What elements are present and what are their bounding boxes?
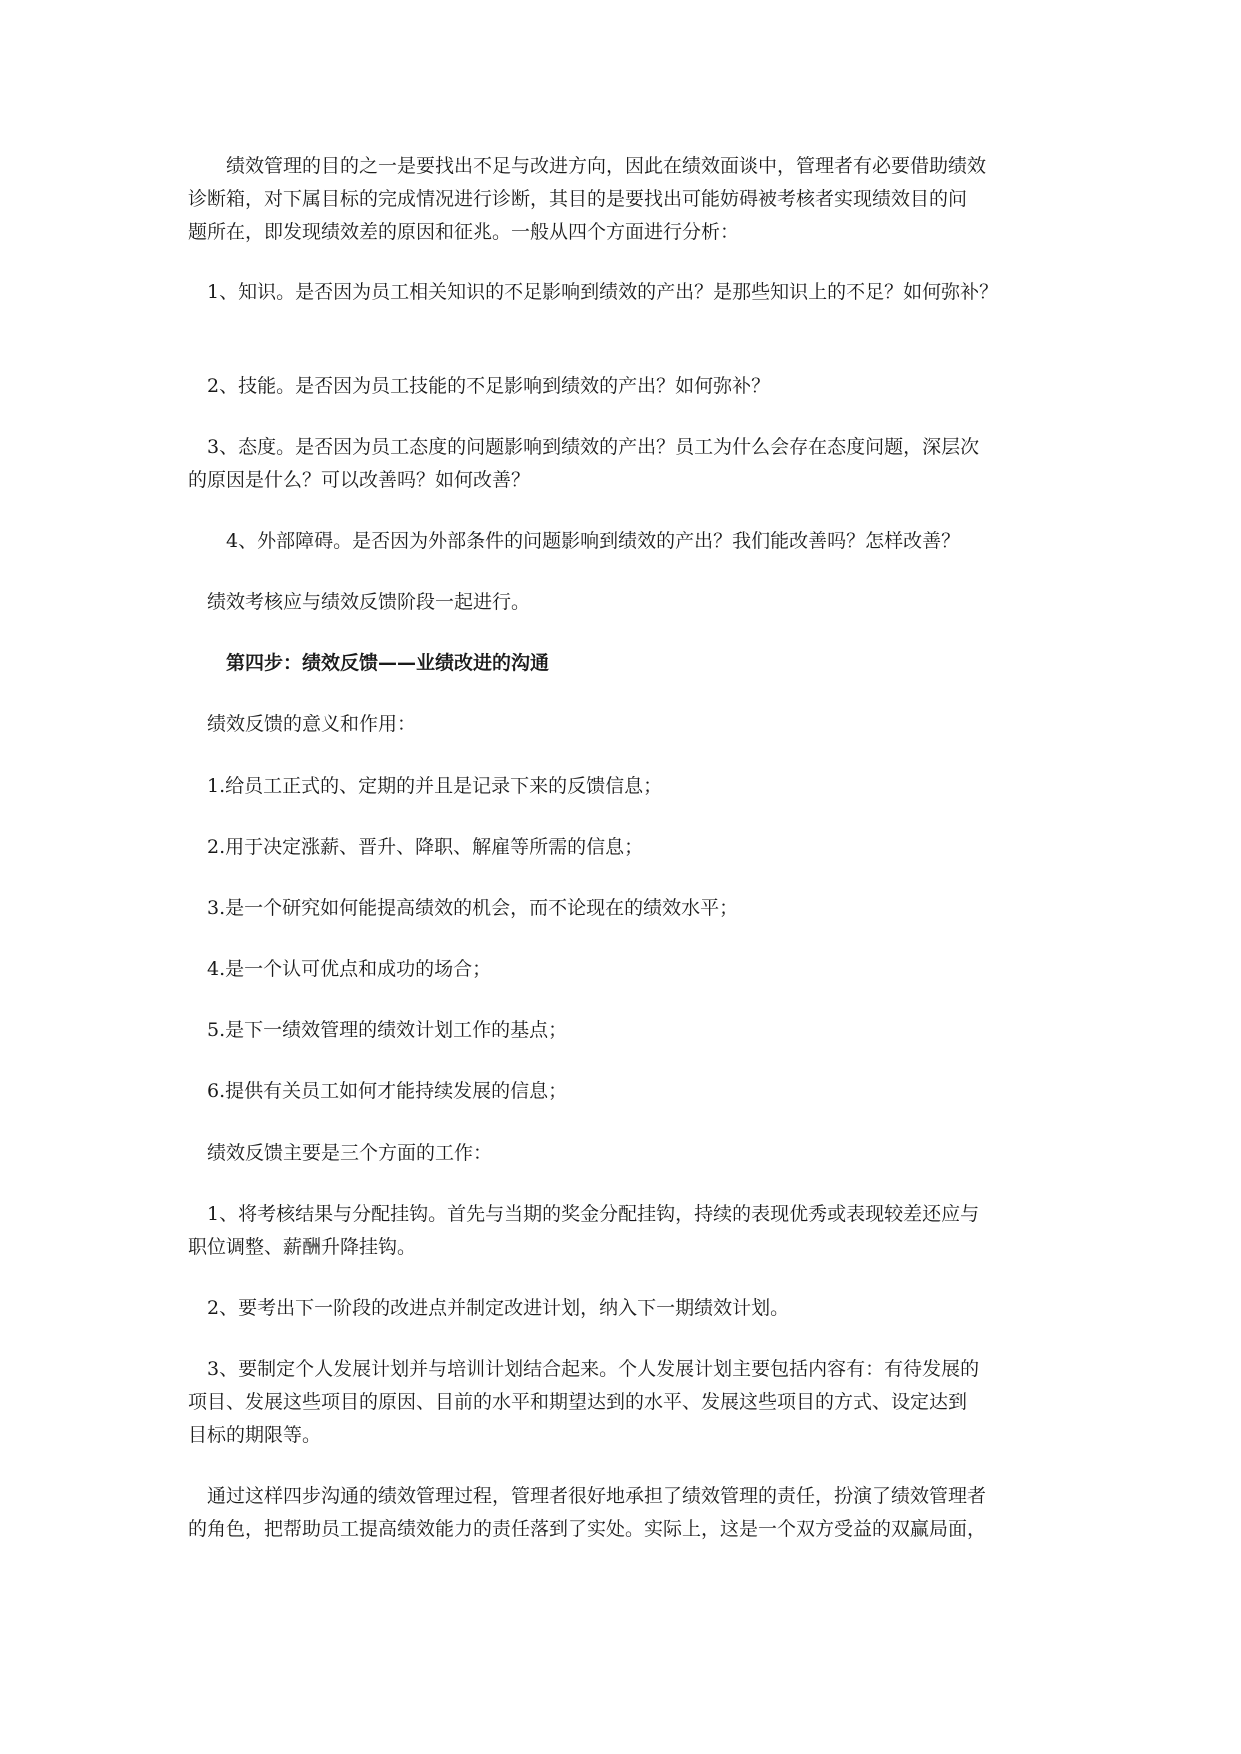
text-line: 1.给员工正式的、定期的并且是记录下来的反馈信息； [188, 775, 663, 797]
analysis-item-knowledge [188, 276, 1113, 309]
intro-paragraph [188, 150, 1113, 249]
step4-heading [188, 647, 1113, 680]
text-line: 职位调整、薪酬升降挂钩。 [188, 1236, 417, 1258]
feedback-meaning-item [188, 1014, 1113, 1047]
feedback-work-item [188, 1198, 1113, 1264]
text-line: 3、态度。是否因为员工态度的问题影响到绩效的产出？员工为什么会存在态度问题，深层次 [188, 436, 980, 458]
feedback-work-title [188, 1137, 1113, 1170]
feedback-meaning-item [188, 770, 1113, 803]
analysis-item-attitude [188, 431, 1113, 497]
text-line: 4.是一个认可优点和成功的场合； [188, 958, 492, 980]
text-line: 2.用于决定涨薪、晋升、降职、解雇等所需的信息； [188, 836, 644, 858]
text-line: 绩效反馈的意义和作用： [188, 713, 417, 735]
heading-text: 第四步：绩效反馈——业绩改进的沟通 [188, 652, 550, 674]
text-line: 项目、发展这些项目的原因、目前的水平和期望达到的水平、发展这些项目的方式、设定达到 [188, 1391, 968, 1413]
text-line: 3、要制定个人发展计划并与培训计划结合起来。个人发展计划主要包括内容有：有待发展的 [188, 1358, 980, 1380]
conclusion-paragraph [188, 1480, 1113, 1546]
text-line: 1、将考核结果与分配挂钩。首先与当期的奖金分配挂钩，持续的表现优秀或表现较差还应与 [188, 1203, 980, 1225]
text-line: 通过这样四步沟通的绩效管理过程，管理者很好地承担了绩效管理的责任，扮演了绩效管理者 [188, 1485, 987, 1507]
feedback-work-item [188, 1292, 1113, 1325]
feedback-meaning-title [188, 708, 1113, 741]
review-note [188, 586, 1113, 619]
text-line: 题所在，即发现绩效差的原因和征兆。一般从四个方面进行分析： [188, 221, 740, 243]
text-line: 1、知识。是否因为员工相关知识的不足影响到绩效的产出？是那些知识上的不足？如何弥补？ [188, 281, 999, 303]
text-line: 绩效考核应与绩效反馈阶段一起进行。 [188, 591, 531, 613]
feedback-meaning-item [188, 892, 1113, 925]
text-line: 目标的期限等。 [188, 1424, 322, 1446]
text-line: 4、外部障碍。是否因为外部条件的问题影响到绩效的产出？我们能改善吗？怎样改善？ [188, 530, 961, 552]
feedback-meaning-item [188, 831, 1113, 864]
text-line: 绩效反馈主要是三个方面的工作： [188, 1142, 493, 1164]
text-line: 3.是一个研究如何能提高绩效的机会，而不论现在的绩效水平； [188, 897, 739, 919]
text-line: 5.是下一绩效管理的绩效计划工作的基点； [188, 1019, 568, 1041]
text-line: 绩效管理的目的之一是要找出不足与改进方向，因此在绩效面谈中，管理者有必要借助绩效 [188, 155, 987, 177]
text-line: 2、技能。是否因为员工技能的不足影响到绩效的产出？如何弥补？ [188, 375, 771, 397]
feedback-work-item [188, 1353, 1113, 1452]
text-line: 的原因是什么？可以改善吗？如何改善？ [188, 469, 531, 491]
text-line: 诊断箱，对下属目标的完成情况进行诊断，其目的是要找出可能妨碍被考核者实现绩效目的问 [188, 188, 968, 210]
text-line: 6.提供有关员工如何才能持续发展的信息； [188, 1080, 568, 1102]
feedback-meaning-item [188, 953, 1113, 986]
feedback-meaning-item [188, 1075, 1113, 1108]
text-line: 的角色，把帮助员工提高绩效能力的责任落到了实处。实际上，这是一个双方受益的双赢局面， [188, 1518, 987, 1540]
text-line: 2、要考出下一阶段的改进点并制定改进计划，纳入下一期绩效计划。 [188, 1297, 790, 1319]
analysis-item-external [188, 525, 1113, 558]
analysis-item-skill [188, 370, 1113, 403]
